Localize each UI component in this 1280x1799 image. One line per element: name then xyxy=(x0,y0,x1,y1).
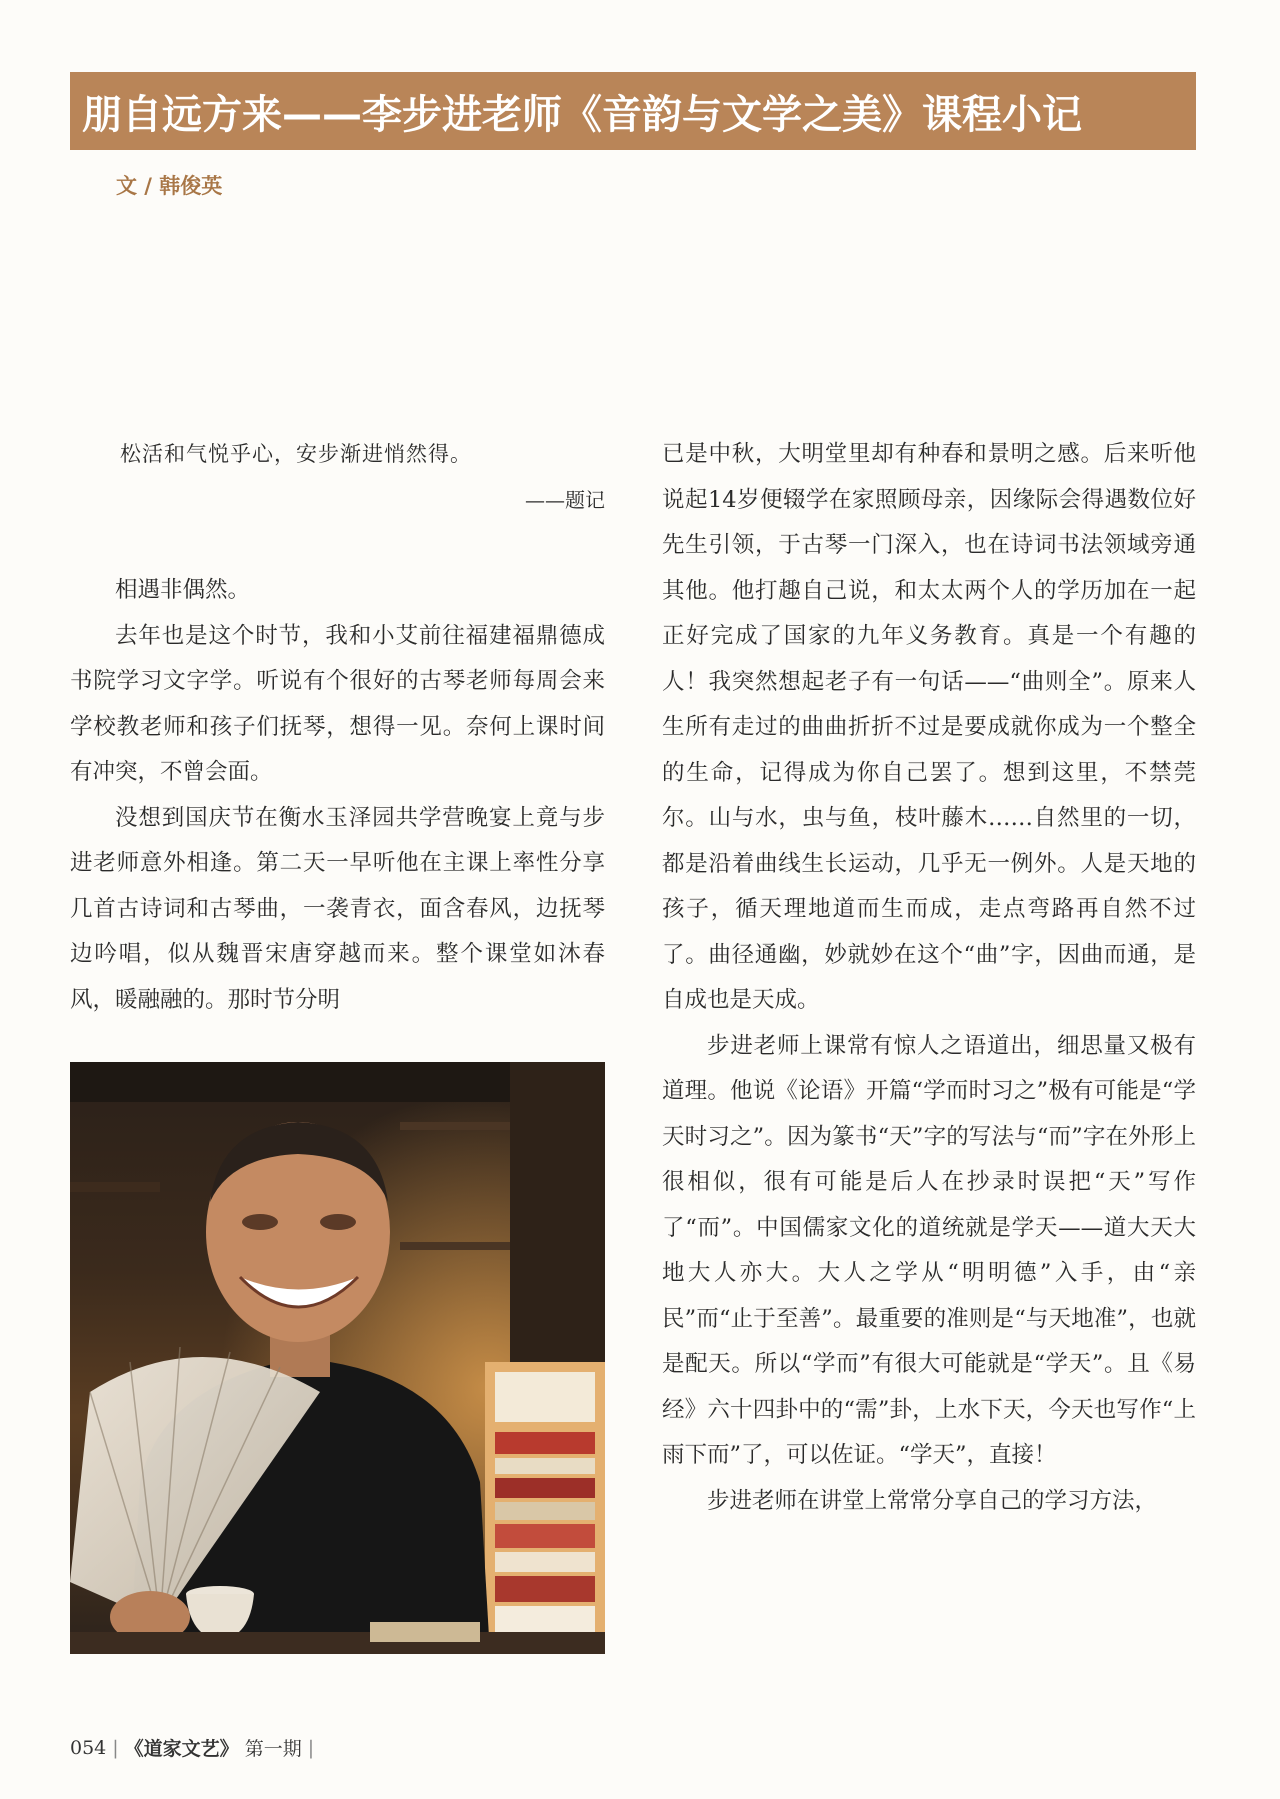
issue-label: 第一期 xyxy=(244,1738,302,1760)
page-number: 054 xyxy=(70,1736,107,1759)
title-bar xyxy=(70,72,1196,150)
page-title: 朋自远方来——李步进老师《音韵与文学之美》课程小记 xyxy=(82,91,1082,138)
paragraph: 去年也是这个时节，我和小艾前往福建福鼎德成书院学习文字学。听说有个很好的古琴老师每周会来学校教老师和孩子们抚琴，想得一见。奈何上课时间有冲突，不曾会面。 xyxy=(70,622,605,785)
footer-separator: | xyxy=(307,1736,315,1759)
byline: 文 / 韩俊英 xyxy=(116,174,223,198)
magazine-name: 《道家文艺》 xyxy=(124,1738,239,1760)
photo-illustration xyxy=(70,1062,605,1654)
paragraph: 步进老师在讲堂上常常分享自己的学习方法， xyxy=(707,1487,1158,1514)
photo-teacher-with-fan xyxy=(70,1062,605,1654)
spacer xyxy=(70,523,605,568)
right-column xyxy=(662,432,1196,1524)
epigraph-text: 松活和气悦乎心，安步渐进悄然得。 xyxy=(120,442,472,466)
paragraph: 步进老师上课常有惊人之语道出，细思量又极有道理。他说《论语》开篇“学而时习之”极有可能是“学天时习之”。因为篆书“天”字的写法与“而”字在外形上很相似，很有可能是后人在抄录时误把“天”写作了“而”。中国儒家文化的道统就是学天——道大天大地大人亦大。大人之学从“明明德”入手，由“亲民”而“止于至善”。最重要的准则是“与天地准”，也就是配天。所以“学而”有很大可能就是“学天”。且《易经》六十四卦中的“需”卦，上水下天，今天也写作“上雨下而”了，可以佐证。“学天”，直接！ xyxy=(662,1032,1196,1468)
page-footer xyxy=(70,1734,314,1761)
left-column xyxy=(70,432,605,1023)
paragraph: 相遇非偶然。 xyxy=(115,577,251,603)
epigraph-source: ——题记 xyxy=(525,487,605,512)
footer-separator: | xyxy=(112,1736,119,1759)
paragraph: 没想到国庆节在衡水玉泽园共学营晚宴上竟与步进老师意外相逢。第二天一早听他在主课上率性分享几首古诗词和古琴曲，一袭青衣，面含春风，边抚琴边吟唱，似从魏晋宋唐穿越而来。整个课堂如沐春风，暖融融的。那时节分明 xyxy=(70,804,605,1013)
paragraph: 已是中秋，大明堂里却有种春和景明之感。后来听他说起14岁便辍学在家照顾母亲，因缘际会得遇数位好先生引领，于古琴一门深入，也在诗词书法领域旁通其他。他打趣自己说，和太太两个人的学历加在一起正好完成了国家的九年义务教育。真是一个有趣的人！我突然想起老子有一句话——“曲则全”。原来人生所有走过的曲曲折折不过是要成就你成为一个整全的生命，记得成为你自己罢了。想到这里，不禁莞尔。山与水，虫与鱼，枝叶藤木……自然里的一切，都是沿着曲线生长运动，几乎无一例外。人是天地的孩子，循天理地道而生而成，走点弯路再自然不过了。曲径通幽，妙就妙在这个“曲”字，因曲而通，是自成也是天成。 xyxy=(662,441,1196,1013)
